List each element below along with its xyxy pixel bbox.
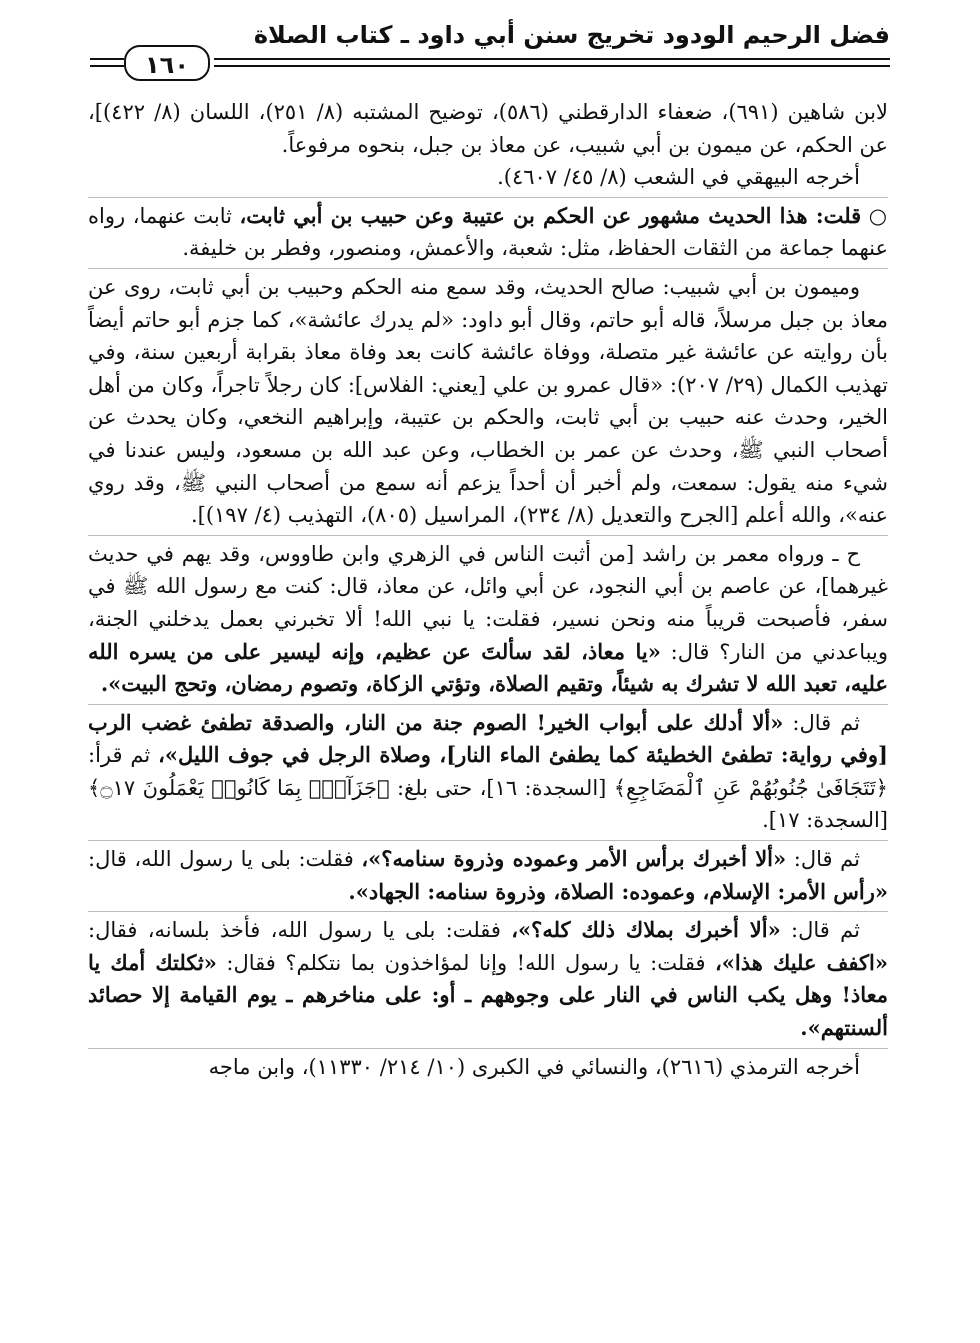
- paragraph-text: ثم قال:: [791, 918, 860, 943]
- hadith-text: «ثكلتك أمك يا معاذ! وهل يكب الناس في النار على وجوههم ـ أو: على مناخرهم ـ يوم القيامة إلا حصائد ألسنتهم».: [88, 949, 888, 1041]
- paragraph-text: فقلت: بلى يا رسول الله، فأخذ بلسانه، فقال:: [88, 918, 501, 943]
- header-rule-left-bottom: [90, 65, 124, 67]
- hadith-text: «ألا أخبرك بملاك ذلك كله؟»،: [511, 917, 781, 943]
- paragraph-text: فقلت: يا رسول الله! وإنا لمؤاخذون بما نتكلم؟ فقال:: [226, 950, 706, 975]
- hadith-text: «ألا أخبرك برأس الأمر وعموده وذروة سنامه؟»،: [361, 846, 787, 872]
- page-number-badge: ١٦٠: [124, 45, 210, 81]
- hadith-text: «ألا أدلك على أبواب الخير! الصوم جنة من النار، والصدقة تطفئ غضب الرب: [88, 709, 784, 735]
- paragraph: وميمون بن أبي شبيب: صالح الحديث، وقد سمع منه الحكم وحبيب بن أبي ثابت، روى عن معاذ بن جبل مرسلاً، قاله أبو حاتم، وقال أبو داود: «لم يدرك عائشة»، كما جزم أبو حاتم أيضاً بأن روايته عن عائشة غير متصلة، ووفاة عائشة كانت بعد وفاة معاذ بقرابة أربعين سنة، وفي تهذيب الكمال (٢٩/ ٢٠٧): «قال عمرو بن علي [يعني: الفلاس]: كان رجلاً تاجراً، وكان من أهل الخير، وحدث عنه حبيب بن أبي ثابت، والحكم بن عتيبة، وإبراهيم النخعي، وكان يحدث عن أصحاب النبي ﷺ، وحدث عن عمر بن الخطاب، وعن عبد الله بن مسعود، وليس عندنا في شيء منه يقول: سمعت، ولم أخبر أن أحداً يزعم أنه سمع من أصحاب النبي ﷺ، وقد روي عنه»، والله أعلم [الجرح والتعديل (٨/ ٢٣٤)، المراسيل (٨٠٥)، التهذيب (٤/ ١٩٧)].: [88, 268, 888, 532]
- page-body: [88, 96, 888, 1083]
- hadith-text: «رأس الأمر: الإسلام، وعموده: الصلاة، وذروة سنامه: الجهاد».: [348, 878, 888, 904]
- paragraph-text: ثم قرأ: ﴿تَتَجَافَىٰ جُنُوبُهُمْ عَنِ ٱلْمَضَاجِعِ﴾ [السجدة: ١٦]، حتى بلغ: ﴿جَزَآءًۢ بِمَا كَانُوا۟ يَعْمَلُونَ ۝١٧﴾ [السجدة: ١٧].: [88, 743, 888, 833]
- paragraph-text: فقلت: بلى يا رسول الله، قال:: [88, 847, 354, 872]
- circle-marker-icon: ○: [868, 202, 888, 228]
- paragraph: [88, 197, 888, 265]
- paragraph-text: ح ـ ورواه معمر بن راشد [من أثبت الناس في الزهري وابن طاووس، وقد يهم في حديث غيرهما]، عن عاصم بن أبي النجود، عن أبي وائل، عن معاذ، قال: كنت مع رسول الله ﷺ في سفر، فأصبحت قريباً منه ونحن نسير، فقلت: يا نبي الله! ألا تخبرني بعمل يدخلني الجنة، ويباعدني من النار؟ قال:: [88, 541, 888, 664]
- paragraph: [88, 704, 888, 837]
- running-title: فضل الرحيم الودود تخريج سنن أبي داود ـ كتاب الصلاة: [253, 21, 890, 49]
- paragraph: لابن شاهين (٦٩١)، ضعفاء الدارقطني (٥٨٦)، توضيح المشتبه (٨/ ٢٥١)، اللسان (٨/ ٤٢٢)]، عن الحكم، عن ميمون بن أبي شبيب، عن معاذ بن جبل، بنحوه مرفوعاً.: [88, 100, 888, 157]
- paragraph: [88, 535, 888, 701]
- paragraph-text: ثابت عنهما، رواه عنهما جماعة من الثقات الحفاظ، مثل: شعبة، والأعمش، ومنصور، وفطر بن خليفة.: [88, 203, 888, 261]
- paragraph: [88, 840, 888, 908]
- paragraph: [88, 911, 888, 1044]
- paragraph-text: ثم قال:: [793, 847, 860, 872]
- paragraph-text: ثم قال:: [792, 710, 860, 735]
- header-rule-top: [214, 58, 890, 60]
- hadith-text: «اكفف عليك هذا»،: [715, 949, 888, 975]
- hadith-text: [وفي رواية: تطفئ الخطيئة كما يطفئ الماء النار]، وصلاة الرجل في جوف الليل»،: [158, 742, 888, 768]
- paragraph: أخرجه البيهقي في الشعب (٨/ ٤٥/ ٤٦٠٧).: [497, 165, 860, 190]
- hadith-text: «يا معاذ، لقد سألتَ عن عظيم، وإنه ليسير على من يسره الله عليه، تعبد الله لا تشرك به شيئاً، وتقيم الصلاة، وتؤتي الزكاة، وتصوم رمضان، وتحج البيت».: [88, 638, 888, 697]
- paragraph: أخرجه الترمذي (٢٦١٦)، والنسائي في الكبرى (١٠/ ٢١٤/ ١١٣٣٠)، وابن ماجه: [88, 1048, 888, 1084]
- header-rule-left-top: [90, 58, 124, 60]
- header-rule-bottom: [214, 65, 890, 67]
- bold-lead: قلت: هذا الحديث مشهور عن الحكم بن عتيبة وعن حبيب بن أبي ثابت،: [239, 202, 862, 228]
